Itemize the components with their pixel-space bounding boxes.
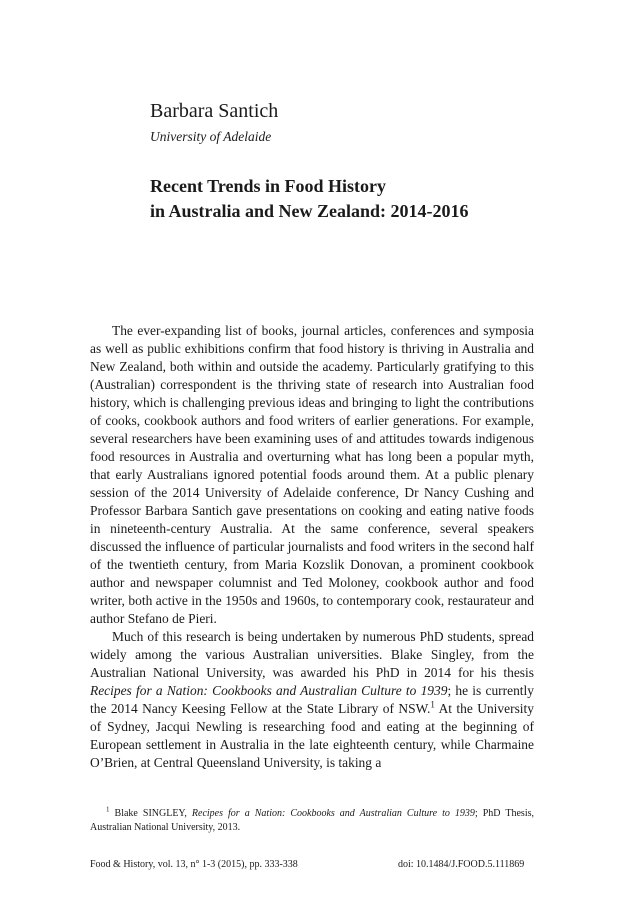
footnote-title: Recipes for a Nation: Cookbooks and Australian Culture to 1939 [191, 808, 475, 819]
title-line-1: Recent Trends in Food History [150, 176, 387, 196]
footnote-1 [90, 807, 534, 835]
footnote-number: 1 [106, 805, 110, 814]
footnote-author: Blake SINGLEY, [114, 808, 192, 819]
footnote-reference[interactable]: 1 [430, 699, 435, 710]
author-affiliation: University of Adelaide [150, 129, 272, 144]
paragraph-2-text-a: Much of this research is being undertaken by numerous PhD students, spread widely among the various Australian universities. Blake Singley, from the Australian National University, was awarded his PhD in 2014 for his thesis [90, 629, 534, 680]
thesis-title: Recipes for a Nation: Cookbooks and Australian Culture to 1939 [90, 683, 448, 698]
paragraph-2 [90, 628, 534, 772]
footnote [90, 807, 534, 835]
article-title [150, 174, 570, 224]
doi-text[interactable]: doi: 10.1484/J.FOOD.5.111869 [398, 859, 525, 870]
paragraph-2-text-b: ; he is currently the 2014 Nancy Keesing Fellow at the State Library of NSW. [90, 683, 534, 716]
footnote-rest: ; PhD Thesis, Australian National University, 2013. [90, 808, 534, 833]
paragraph-2-text-c: At the University of Sydney, Jacqui Newling is researching food and eating at the beginning of European settlement in Australia in the late eighteenth century, while Charmaine O’Brien, at Central Queensland University, is taking a [90, 701, 534, 770]
author-name: Barbara Santich [150, 100, 279, 122]
article-body [90, 322, 534, 772]
journal-citation: Food & History, vol. 13, n° 1-3 (2015), pp. 333-338 [90, 859, 298, 870]
title-line-2: in Australia and New Zealand: 2014-2016 [150, 201, 469, 221]
article-header [150, 98, 570, 224]
paragraph-1: The ever-expanding list of books, journal articles, conferences and symposia as well as public exhibitions confirm that food history is thriving in Australia and New Zealand, both within and outside the academy. Particularly gratifying to this (Australian) correspondent is the thriving state of research into Australian food history, which is challenging previous ideas and bringing to light the contributions of cooks, cookbook authors and food writers of earlier generations. For example, several researchers have been examining uses of and attitudes towards indigenous food resources in Australia and overturning what has long been a popular myth, that early Australians ignored potential foods around them. At a public plenary session of the 2014 University of Adelaide conference, Dr Nancy Cushing and Professor Barbara Santich gave presentations on cooking and eating native foods in nineteenth-century Australia. At the same conference, several speakers discussed the influence of particular journalists and food writers in the second half of the twentieth century, from Maria Kozslik Donovan, a prominent cookbook author and newspaper columnist and Ted Moloney, cookbook author and food writer, both active in the 1950s and 1960s, to contemporary cook, restaurateur and author Stefano de Pieri. [90, 323, 534, 626]
